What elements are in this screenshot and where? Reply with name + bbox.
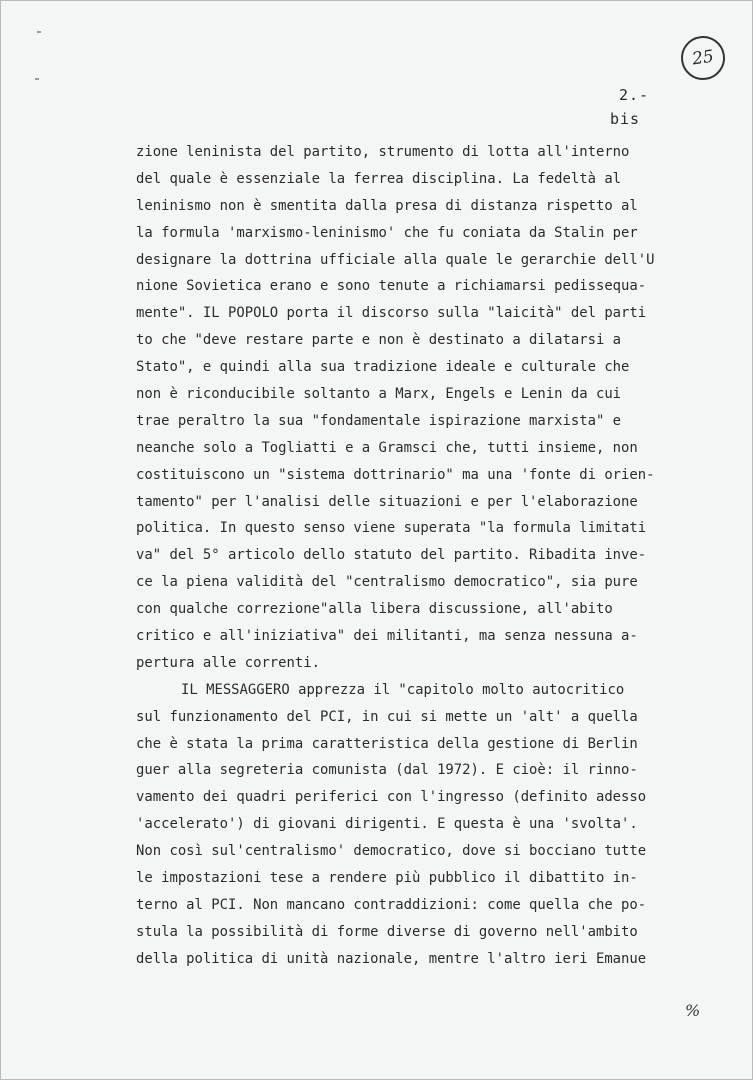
text-line: della politica di unità nazionale, mentre l'altro ieri Emanue: [136, 950, 647, 967]
text-line: zione leninista del partito, strumento di lotta all'interno: [136, 144, 630, 160]
text-line: costituiscono un "sistema dottrinario" ma una 'fonte di orien-: [136, 466, 655, 483]
paper-speck: [37, 31, 41, 33]
paper-speck: [35, 78, 39, 80]
text-line: terno al PCI. Non mancano contraddizioni: come quella che po-: [136, 896, 647, 913]
text-line: ce la piena validità del "centralismo democratico", sia pure: [136, 574, 638, 591]
continuation-mark: %: [685, 1001, 701, 1020]
page-number-suffix: bis: [610, 110, 641, 128]
text-line: la formula 'marxismo-leninismo' che fu coniata da Stalin per: [136, 224, 638, 241]
text-line: del quale è essenziale la ferrea disciplina. La fedeltà al: [136, 170, 622, 187]
text-line: to che "deve restare parte e non è destinato a dilatarsi a: [136, 332, 622, 349]
text-line: designare la dottrina ufficiale alla quale le gerarchie dell'U: [136, 251, 655, 268]
text-line: va" del 5° articolo dello statuto del partito. Ribadita inve-: [136, 547, 647, 564]
text-line: non è riconducibile soltanto a Marx, Engels e Lenin da cui: [136, 386, 622, 403]
text-line: con qualche correzione"alla libera discussione, all'abito: [136, 601, 613, 618]
text-line: critico e all'iniziativa" dei militanti, ma senza nessuna a-: [136, 628, 638, 645]
body-text: [136, 139, 736, 973]
text-line: vamento dei quadri periferici con l'ingresso (definito adesso: [136, 789, 647, 806]
text-line: le impostazioni tese a rendere più pubblico il dibattito in-: [136, 870, 638, 887]
text-line: che è stata la prima caratteristica della gestione di Berlin: [136, 735, 638, 752]
archive-page-stamp: 25: [678, 33, 728, 83]
text-line: mente". IL POPOLO porta il discorso sulla "laicità" del parti: [136, 305, 647, 322]
text-line: tamento" per l'analisi delle situazioni e per l'elaborazione: [136, 493, 638, 510]
text-line: guer alla segreteria comunista (dal 1972). E cioè: il rinno-: [136, 762, 638, 779]
text-line: Stato", e quindi alla sua tradizione ideale e culturale che: [136, 359, 630, 376]
text-line: stula la possibilità di forme diverse di governo nell'ambito: [136, 923, 638, 940]
text-line: neanche solo a Togliatti e a Gramsci che, tutti insieme, non: [136, 439, 638, 456]
text-line: leninismo non è smentita dalla presa di distanza rispetto al: [136, 197, 638, 214]
text-line: 'accelerato') di giovani dirigenti. E questa è una 'svolta'.: [136, 816, 638, 833]
text-line: politica. In questo senso viene superata "la formula limitati: [136, 520, 647, 537]
page-number: 2.-: [619, 86, 650, 104]
text-line: pertura alle correnti.: [136, 654, 320, 671]
paragraph-start-line: IL MESSAGGERO apprezza il "capitolo molto autocritico: [181, 681, 625, 698]
text-line: nione Sovietica erano e sono tenute a richiamarsi pedissequa-: [136, 278, 647, 295]
text-line: trae peraltro la sua "fondamentale ispirazione marxista" e: [136, 412, 622, 429]
text-line: Non così sul'centralismo' democratico, dove si bocciano tutte: [136, 843, 647, 860]
text-line: sul funzionamento del PCI, in cui si mette un 'alt' a quella: [136, 708, 638, 725]
